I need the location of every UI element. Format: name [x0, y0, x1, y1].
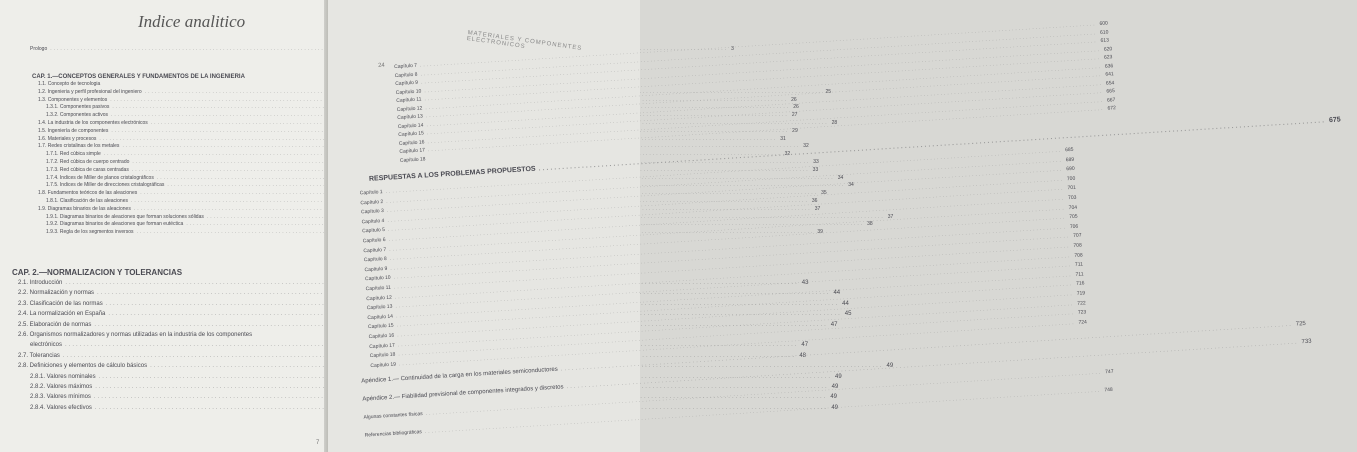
toc-entry	[30, 384, 839, 390]
toc-entry-label: 2.8.1. Valores nominales	[30, 373, 96, 380]
toc-entry-label: Capítulo 7	[363, 246, 387, 254]
toc-entry-label: Capítulo 14	[397, 121, 424, 130]
toc-entry-label: Capítulo 1	[359, 189, 383, 197]
toc-page-number: 31	[780, 135, 786, 142]
page-number: 24	[377, 62, 385, 70]
toc-entry-label: Capítulo 19	[370, 361, 397, 369]
toc-entry-label: 2.2. Normalización y normas	[18, 290, 95, 297]
toc-page-number: 711	[1074, 261, 1084, 269]
toc-page-number: 33	[813, 159, 819, 165]
toc-page-number: 39	[817, 229, 823, 236]
toc-entry-label: 1.7.5. Indices de Miller de direcciones cristalográficas	[46, 182, 165, 189]
toc-entry-label: Capítulo 13	[366, 303, 393, 312]
toc-entry	[30, 373, 842, 380]
toc-page-number: 724	[1078, 319, 1088, 326]
toc-entry-label: Capítulo 8	[394, 71, 418, 79]
toc-page-number: 32	[784, 151, 791, 158]
toc-page-number: 675	[1328, 116, 1341, 125]
toc-entry	[30, 404, 839, 411]
toc-entry-label: Capítulo 7	[394, 62, 418, 71]
toc-page-number: 706	[1069, 223, 1079, 230]
toc-entry-label: Capítulo 16	[398, 138, 425, 147]
toc-page-number: 654	[1105, 79, 1115, 87]
toc-page-number: 610	[1099, 28, 1109, 36]
toc-entry-label: Capítulo 12	[396, 104, 423, 113]
toc-page-number: 34	[837, 174, 844, 181]
toc-page-number: 37	[887, 213, 894, 220]
toc-entry-label: Prologo	[30, 46, 48, 52]
toc-page-number: 667	[1106, 96, 1116, 104]
toc-page-number: 49	[886, 363, 894, 370]
section-title: RESPUESTAS A LOS PROBLEMAS PROPUESTOS	[368, 165, 536, 183]
toc-entry-label: 1.3. Componentes y elementos	[38, 96, 108, 103]
toc-entry-label: Referencias bibliográficas	[364, 429, 423, 439]
toc-page-number: 690	[1066, 165, 1075, 173]
toc-entry-label: 1.7.3. Red cúbica de caras centradas	[46, 166, 129, 173]
toc-entry-label: Capítulo 3	[360, 208, 384, 216]
toc-entry-label: 1.3.2. Componentes activos	[46, 112, 108, 119]
toc-page-number: 708	[1074, 251, 1083, 259]
toc-entry-label: 1.4. La industria de los componentes electrónicos	[38, 120, 148, 126]
toc-entry-label: 1.7. Redes cristalinas de los metales	[38, 143, 120, 150]
toc-entry-label: 1.2. Ingenieria y perfil profesional del ingeniero	[38, 88, 142, 95]
page-folio: 7	[316, 440, 320, 446]
toc-page-number: 37	[814, 205, 821, 212]
toc-page-number: 44	[833, 290, 841, 297]
toc-entry	[46, 182, 854, 189]
toc-page-number: 44	[842, 300, 849, 307]
toc-entry-label: Capítulo 15	[367, 322, 394, 331]
toc-entry-label: 1.5. Ingeniería de componentes	[38, 127, 109, 134]
toc-page-number: 3	[731, 46, 734, 52]
toc-page-number: 49	[831, 404, 839, 411]
toc-page-number: 707	[1073, 232, 1082, 240]
toc-entry-label: Capítulo 11	[365, 284, 392, 293]
toc-entry	[46, 174, 844, 181]
toc-page-number: 27	[791, 112, 798, 119]
toc-page-number: 49	[831, 384, 839, 390]
toc-entry-label: 1.6. Materiales y procesos	[38, 135, 97, 142]
toc-page-number: 34	[848, 182, 854, 189]
toc-entry-prologo	[30, 46, 734, 52]
toc-page-number: 33	[812, 166, 819, 173]
toc-page-number: 28	[831, 120, 838, 126]
toc-page-number: 49	[835, 373, 842, 380]
toc-entry-label: Capítulo 9	[364, 265, 388, 274]
chapter-1-heading	[32, 74, 312, 80]
toc-entry	[18, 332, 318, 338]
toc-page-number: 29	[792, 127, 798, 134]
toc-entry-label: Capítulo 12	[366, 294, 393, 302]
toc-entry	[38, 81, 306, 87]
toc-entry-label: Capítulo 4	[361, 217, 385, 226]
toc-page-number: 600	[1099, 20, 1109, 27]
toc-page-number: 636	[1104, 62, 1114, 70]
toc-entry-label: Capítulo 13	[397, 113, 424, 121]
toc-entry-label: Capítulo 9	[395, 79, 419, 88]
toc-entry-label: Capítulo 18	[399, 155, 426, 164]
toc-entry-label: Capítulo 2	[360, 198, 384, 206]
toc-entry-label: Capítulo 10	[364, 275, 391, 283]
toc-entry	[18, 300, 849, 307]
toc-entry-label: 2.3. Clasificación de las normas	[18, 300, 103, 307]
toc-page-number: 26	[793, 104, 799, 111]
toc-page-number: 47	[830, 321, 838, 328]
toc-page-number: 35	[821, 190, 827, 197]
toc-page-number: 32	[803, 143, 809, 150]
toc-entry-label: Capítulo 8	[363, 256, 387, 264]
toc-page-number: 701	[1067, 185, 1077, 192]
toc-entry-label: 1.9. Diagramas binarios de las aleaciones	[38, 205, 131, 212]
toc-entry	[46, 213, 894, 220]
toc-entry-label: Capítulo 6	[362, 236, 386, 245]
toc-entry-label: 2.7. Tolerancias	[18, 352, 60, 359]
toc-entry-label: Capítulo 5	[362, 227, 386, 235]
toc-entry-label: Apéndice 1.— Continuidad de la carga en los materiales semiconductores	[361, 366, 558, 385]
toc-page-number: 43	[801, 280, 809, 286]
toc-page-number: 689	[1065, 156, 1075, 163]
toc-entry-label: 2.5. Elaboración de normas	[18, 321, 92, 328]
toc-entry-label: Capítulo 16	[368, 332, 395, 341]
toc-page-number: 665	[1106, 88, 1115, 95]
page-title: Indice analitico	[138, 12, 246, 31]
toc-page-number: 716	[1075, 280, 1085, 288]
toc-entry-label: 1.9.2. Diagramas binarios de aleaciones que forman eutéctica	[46, 221, 184, 228]
toc-page-number: 722	[1077, 299, 1086, 307]
toc-page-number: 723	[1077, 309, 1087, 316]
toc-entry-label: Capítulo 11	[396, 96, 422, 105]
toc-entry	[38, 143, 809, 150]
toc-page-number: 47	[801, 342, 809, 349]
toc-page-number: 641	[1105, 71, 1114, 78]
toc-page-number: 613	[1100, 37, 1110, 44]
toc-entry-label: 1.8. Fundamentos teóricos de las aleaciones	[38, 190, 138, 197]
toc-page-number: 705	[1069, 213, 1078, 221]
toc-entry-label: Capítulo 17	[399, 147, 426, 155]
chapter-title: CAP. 1.—CONCEPTOS GENERALES Y FUNDAMENTOS DE LA INGENIERIA	[32, 74, 245, 80]
chapter-title: CAP. 2.—NORMALIZACION Y TOLERANCIAS	[12, 268, 183, 277]
toc-page-number: 708	[1073, 242, 1082, 249]
toc-entry-label: Capítulo 17	[369, 342, 395, 350]
toc-page-number: 711	[1075, 271, 1084, 278]
toc-entry-label: Apéndice 2.— Fiabilidad previsional de componentes integrados y discretos	[362, 384, 564, 403]
toc-page-number: 26	[791, 96, 797, 103]
toc-page-number: 725	[1295, 320, 1306, 328]
toc-page-number: 685	[1065, 146, 1074, 154]
toc-entry	[38, 135, 786, 142]
running-head: MATERIALES Y COMPONENTES ELECTRONICOS	[466, 30, 583, 53]
toc-entry-label: Algunas constantes físicas	[363, 410, 423, 421]
toc-entry-label: 2.8.4. Valores efectivos	[30, 404, 92, 411]
toc-entry	[18, 280, 809, 286]
toc-page-number: 45	[844, 311, 852, 318]
toc-entry-label: electrónicos	[30, 342, 63, 349]
toc-entry-label: 1.7.2. Red cúbica de cuerpo centrado	[46, 159, 130, 165]
toc-page-number: 25	[825, 88, 832, 95]
toc-entry	[46, 166, 819, 173]
toc-page-number: 38	[867, 221, 873, 228]
toc-entry-label: 1.7.1. Red cúbica simple	[46, 151, 101, 158]
toc-page-number: 620	[1103, 45, 1113, 53]
toc-entry-label: Capítulo 14	[367, 313, 394, 321]
toc-entry	[18, 290, 841, 297]
toc-entry-label: 1.8.1. Clasificación de las aleaciones	[46, 198, 128, 204]
toc-entry-label: 2.4. La normalización en España	[18, 311, 106, 318]
toc-entry-label: 2.8.2. Valores máximos	[30, 384, 93, 390]
toc-page-number: 733	[1301, 338, 1312, 346]
toc-page-number: 748	[1104, 386, 1113, 394]
toc-page-number: 672	[1107, 105, 1117, 112]
toc-entry-label: 1.9.3. Regla de los segmentos inversos	[46, 229, 134, 236]
toc-entry	[30, 394, 838, 401]
chapter-2-heading	[12, 268, 312, 277]
toc-page-number: 700	[1066, 175, 1076, 183]
toc-page-number: 623	[1103, 54, 1113, 61]
toc-entry-label: 2.6. Organismos normalizadores y normas utilizadas en la industria de los componentes	[18, 332, 253, 338]
toc-entry-label: 1.9.1. Diagramas binarios de aleaciones que forman soluciones sólidas	[46, 213, 204, 220]
toc-page-number: 36	[811, 198, 818, 204]
toc-page-number: 719	[1076, 290, 1086, 297]
toc-entry-label: 2.8. Definiciones y elementos de cálculo básicos	[18, 363, 148, 370]
toc-entry-label: Capítulo 18	[369, 351, 396, 360]
toc-page-number: 703	[1067, 194, 1077, 202]
toc-page-number: 48	[799, 352, 807, 359]
toc-page-number: 704	[1068, 204, 1078, 211]
toc-entry-label: 1.7.4. Indices de Miller de planos cristalográficos	[46, 174, 154, 181]
toc-entry-label: 1.3.1. Componentes pasivos	[46, 104, 110, 111]
toc-page-number: 49	[830, 394, 838, 401]
toc-entry-label: 2.8.3. Valores mínimos	[30, 394, 91, 401]
toc-page-number: 747	[1105, 368, 1114, 376]
toc-entry-label: 1.1. Concepto de tecnologia	[38, 81, 101, 87]
toc-entry-label: Capítulo 15	[398, 130, 425, 138]
toc-entry-label: 2.1. Introducción	[18, 280, 63, 286]
toc-entry-label: Capítulo 10	[395, 87, 422, 96]
